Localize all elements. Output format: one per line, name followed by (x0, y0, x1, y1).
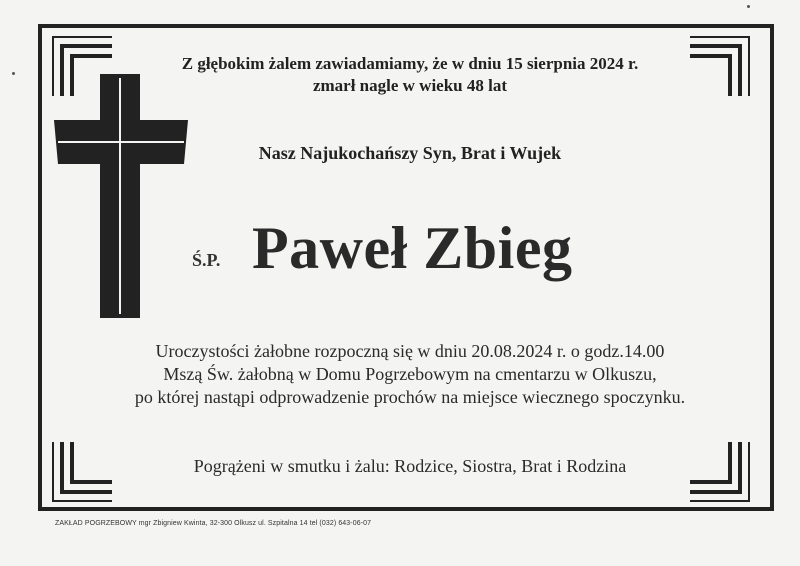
relation-line: Nasz Najukochańszy Syn, Brat i Wujek (258, 143, 562, 163)
mourners-line: Pogrążeni w smutku i żalu: Rodzice, Siostra, Brat i Rodzina (193, 456, 627, 476)
announcement-line-2: zmarł nagle w wieku 48 lat (312, 76, 508, 95)
speck (747, 5, 750, 8)
deceased-name-row (150, 212, 670, 292)
name-prefix: Ś.P. (192, 250, 221, 270)
deceased-name: Paweł Zbieg (252, 215, 573, 281)
corner-ornament-icon-top-right (690, 36, 750, 96)
corner-ornament-icon-bottom-left (52, 442, 112, 502)
funeral-home-footer: ZAKŁAD POGRZEBOWY mgr Zbigniew Kwinta, 32-300 Olkusz ul. Szpitalna 14 tel (032) 643-06-07 (55, 520, 372, 527)
announcement-line-1: Z głębokim żalem zawiadamiamy, że w dniu 15 sierpnia 2024 r. (181, 54, 639, 73)
funeral-info-line-2: Mszą Św. żałobną w Domu Pogrzebowym na cmentarzu w Olkuszu, (163, 364, 657, 384)
funeral-info-line-3: po której nastąpi odprowadzenie prochów na miejsce wiecznego spoczynku. (134, 387, 686, 407)
funeral-info-line-1: Uroczystości żałobne rozpoczną się w dniu 20.08.2024 r. o godz.14.00 (155, 341, 665, 361)
speck (12, 72, 15, 75)
